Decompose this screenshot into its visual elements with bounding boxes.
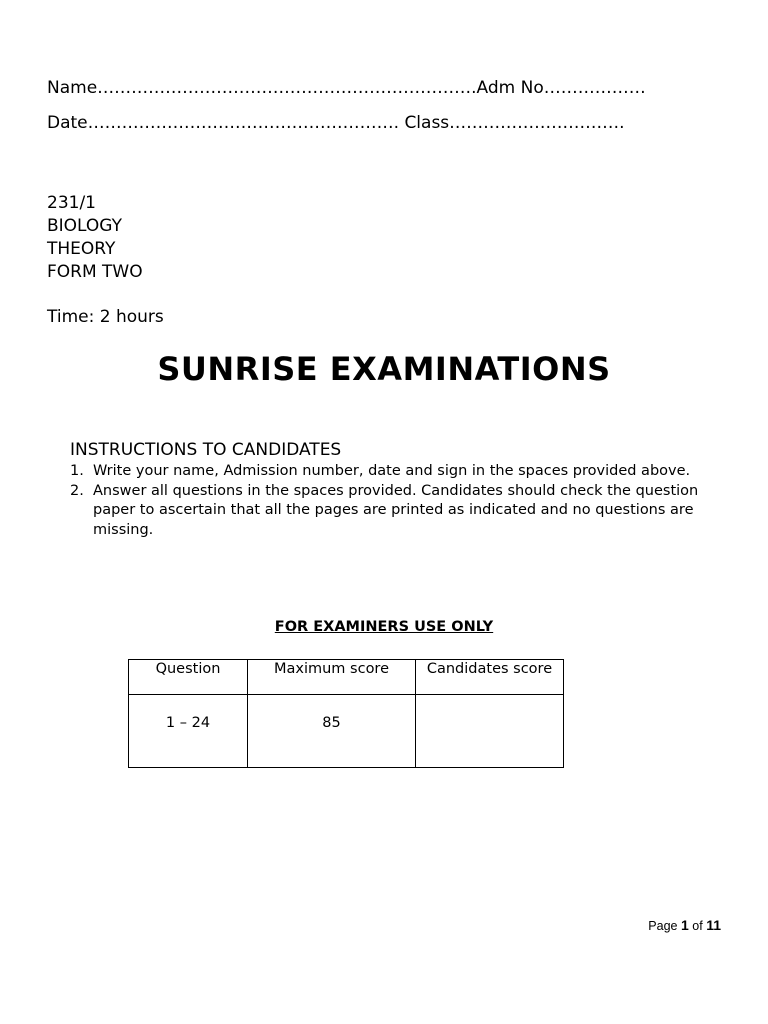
instruction-item xyxy=(70,482,710,541)
instructions-heading: INSTRUCTIONS TO CANDIDATES xyxy=(70,440,342,460)
instruction-text: Answer all questions in the spaces provided. Candidates should check the question paper to ascertain that all the pages are printed as indicated and no questions are missing. xyxy=(93,482,699,538)
page-label: Page xyxy=(648,919,678,933)
column-header-candidates-score: Candidates score xyxy=(416,660,564,695)
instruction-number: 1. xyxy=(70,463,84,479)
paper-type: THEORY xyxy=(47,239,116,259)
total-page-count: 11 xyxy=(706,917,721,933)
paper-form: FORM TWO xyxy=(47,262,143,282)
score-table xyxy=(128,659,564,768)
cell-question-range: 1 – 24 xyxy=(129,695,248,768)
table-row xyxy=(129,695,564,768)
name-admission-line: Name………………………………………………………….Adm No……………… xyxy=(47,78,646,98)
page-of-label: of xyxy=(692,919,703,933)
page-number-footer xyxy=(648,917,721,933)
instruction-item xyxy=(70,462,710,482)
instruction-number: 2. xyxy=(70,482,84,499)
date-class-line: Date………………………………………………. Class…………………………. xyxy=(47,113,625,133)
instructions-list xyxy=(70,462,710,540)
cell-candidates-score[interactable] xyxy=(416,695,564,768)
examiners-use-heading: FOR EXAMINERS USE ONLY xyxy=(274,619,494,635)
paper-code: 231/1 xyxy=(47,193,96,213)
current-page-number: 1 xyxy=(680,917,689,933)
instruction-text: Write your name, Admission number, date and sign in the spaces provided above. xyxy=(93,463,691,479)
paper-subject: BIOLOGY xyxy=(47,216,123,236)
page-title: SUNRISE EXAMINATIONS xyxy=(157,350,611,388)
table-header-row xyxy=(129,660,564,695)
column-header-question: Question xyxy=(129,660,248,695)
cell-maximum-score: 85 xyxy=(248,695,416,768)
column-header-maximum-score: Maximum score xyxy=(248,660,416,695)
paper-time: Time: 2 hours xyxy=(47,307,164,327)
